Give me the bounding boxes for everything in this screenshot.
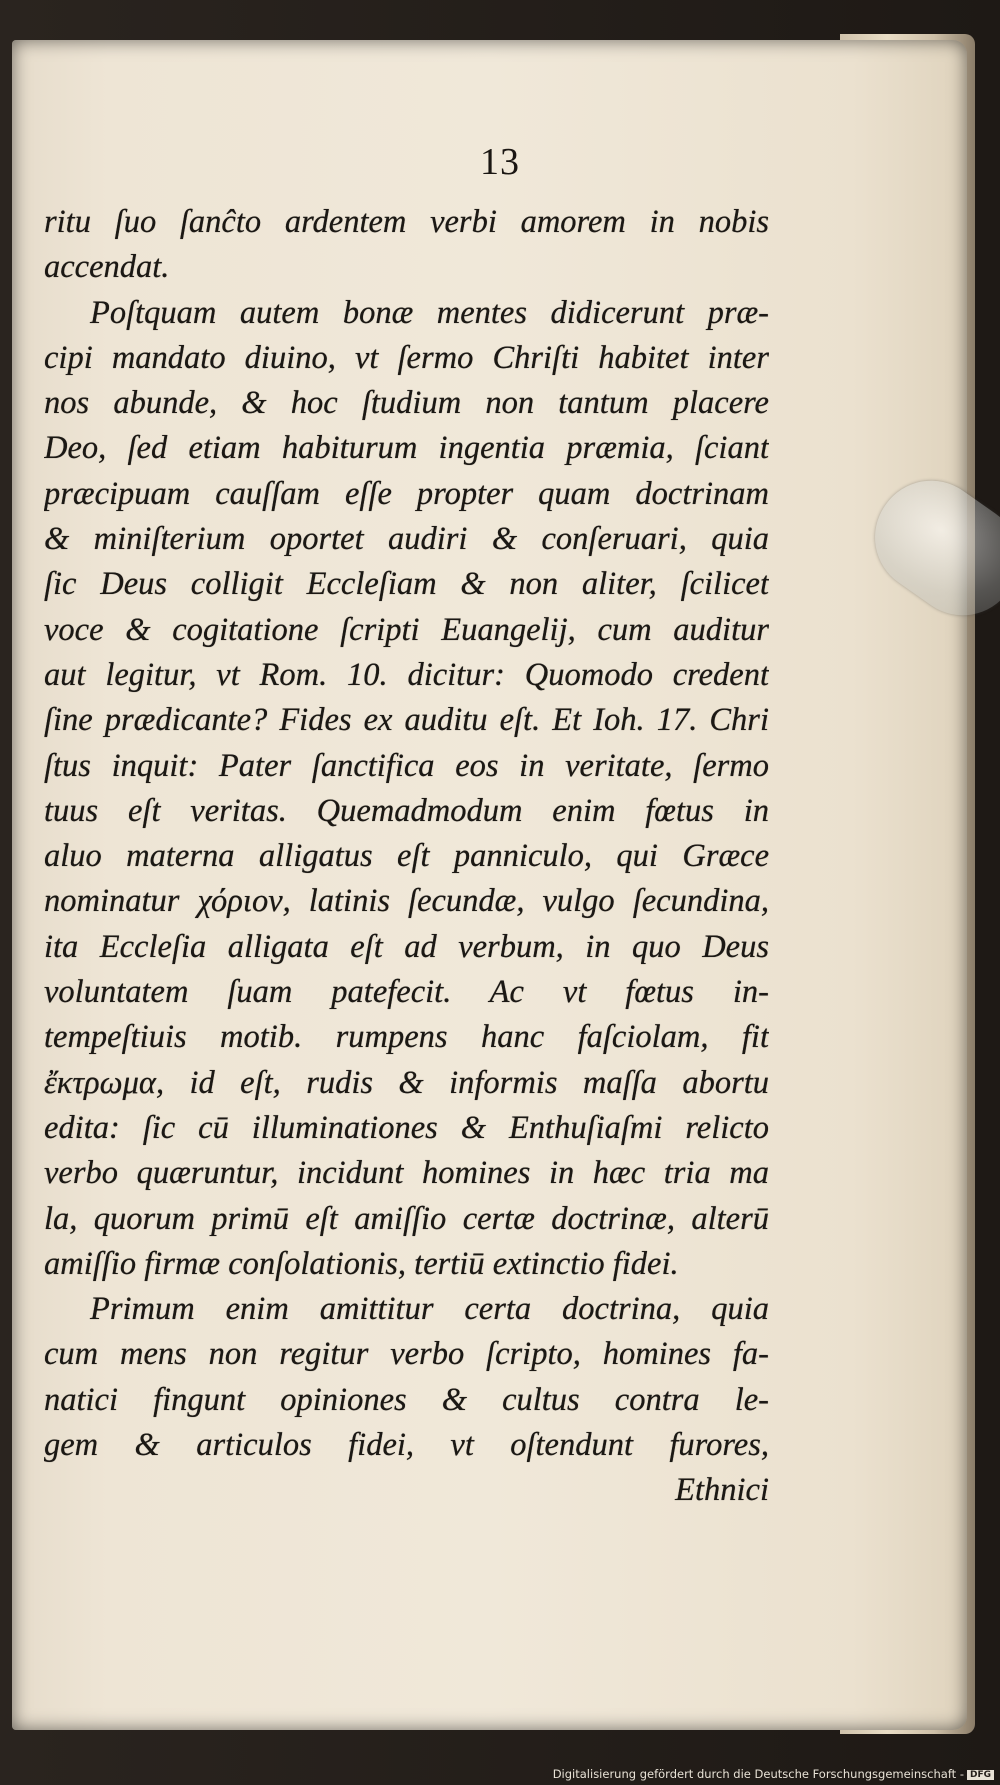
text-line: tuus eſt veritas. Quemadmodum enim fœtus in	[44, 792, 769, 829]
text-line: ἔκτρωμα, id eſt, rudis & informis maſſa abortu	[44, 1064, 769, 1101]
text-line: ita Eccleſia alligata eſt ad verbum, in quo Deus	[44, 928, 769, 965]
text-line: nos abunde, & hoc ſtudium non tantum placere	[44, 385, 769, 422]
digitization-credit	[553, 1767, 994, 1781]
text-line: aluo materna alligatus eſt panniculo, qui Græce	[44, 838, 769, 875]
text-line: gem & articulos fidei, vt oſtendunt furores,	[44, 1427, 769, 1464]
text-line: cum mens non regitur verbo ſcripto, homines fa-	[44, 1336, 769, 1373]
catchword: Ethnici	[675, 1472, 769, 1509]
text-line: la, quorum primū eſt amiſſio certæ doctrinæ, alterū	[44, 1200, 769, 1237]
text-line: ſine prædicante? Fides ex auditu eſt. Et Ioh. 17. Chri	[44, 702, 769, 739]
page-number: 13	[480, 141, 520, 183]
text-line: amiſſio firmæ conſolationis, tertiū extinctio fidei.	[44, 1245, 679, 1282]
text-line: Deo, ſed etiam habiturum ingentia præmia, ſciant	[44, 430, 769, 467]
text-line: & miniſterium oportet audiri & conſeruari, quia	[44, 521, 769, 558]
text-line: verbo quæruntur, incidunt homines in hæc tria ma	[44, 1155, 769, 1192]
text-line: nominatur χόριον, latinis ſecundæ, vulgo ſecundina,	[44, 883, 769, 920]
text-line: præcipuam cauſſam eſſe propter quam doctrinam	[44, 475, 769, 512]
text-line: cipi mandato diuino, vt ſermo Chriſti habitet inter	[44, 339, 769, 376]
dfg-logo-icon: DFG	[967, 1770, 994, 1780]
text-line: Poſtquam autem bonæ mentes didicerunt præ-	[90, 294, 769, 331]
text-line: aut legitur, vt Rom. 10. dicitur: Quomodo credent	[44, 656, 769, 693]
text-line: edita: ſic cū illuminationes & Enthuſiaſmi relicto	[44, 1109, 769, 1146]
text-line: ſtus inquit: Pater ſanctifica eos in veritate, ſermo	[44, 747, 769, 784]
text-line: ſic Deus colligit Eccleſiam & non aliter, ſcilicet	[44, 566, 769, 603]
credit-text: Digitalisierung gefördert durch die Deutsche Forschungsgemeinschaft -	[552, 1767, 964, 1781]
text-line: natici fingunt opiniones & cultus contra le-	[44, 1381, 769, 1418]
body-text	[44, 200, 769, 1514]
text-line: voluntatem ſuam patefecit. Ac vt fœtus in-	[44, 974, 769, 1011]
text-line: voce & cogitatione ſcripti Euangelij, cum auditur	[44, 611, 769, 648]
text-line: Primum enim amittitur certa doctrina, quia	[90, 1291, 769, 1328]
text-line: tempeſtiuis motib. rumpens hanc faſciolam, fit	[44, 1019, 769, 1056]
text-line: accendat.	[44, 249, 170, 286]
text-line: ritu ſuo ſanĉto ardentem verbi amorem in nobis	[44, 204, 769, 240]
